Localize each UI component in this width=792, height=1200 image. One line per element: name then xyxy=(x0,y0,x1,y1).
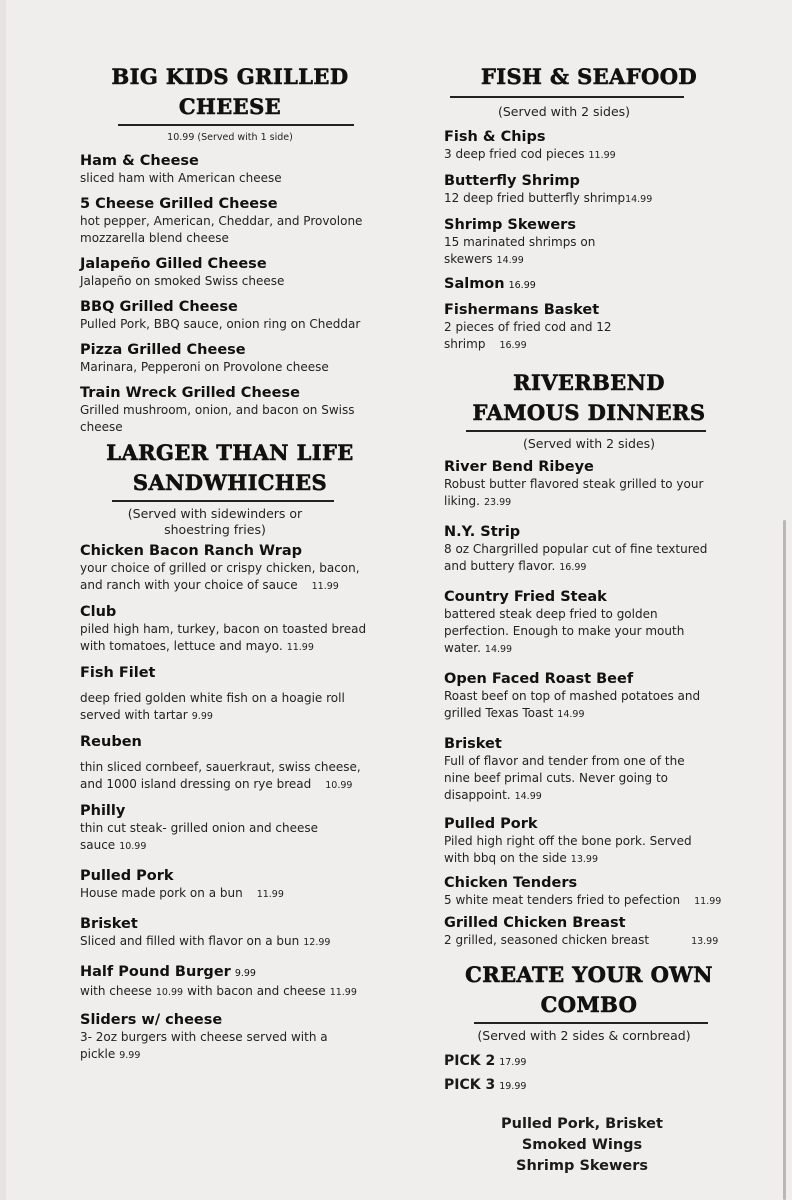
section-title-line: FAMOUS DINNERS xyxy=(472,400,706,425)
sandwiches-section xyxy=(80,438,380,1064)
menu-item xyxy=(80,963,380,1001)
section-title xyxy=(444,960,734,1020)
item-price: 11.99 xyxy=(694,896,722,907)
menu-item xyxy=(444,735,760,805)
dinners-section xyxy=(444,368,760,950)
section-note: (Served with 2 sides) xyxy=(522,436,656,451)
section-title-line: RIVERBEND xyxy=(513,370,665,395)
item-description: 2 pieces of fried cod and 12 shrimp 16.99 xyxy=(444,320,612,351)
item-name: River Bend Ribeye xyxy=(444,459,594,475)
menu-item xyxy=(444,275,760,295)
grilled-cheese-section xyxy=(80,62,380,436)
item-price: 9.99 xyxy=(191,711,213,722)
menu-item xyxy=(444,670,760,723)
combo-pick: PICK 3 19.99 xyxy=(444,1077,527,1093)
item-name: Butterfly Shrimp xyxy=(444,173,580,189)
item-name: Salmon 16.99 xyxy=(444,276,536,292)
section-title xyxy=(80,438,380,498)
item-name: Train Wreck Grilled Cheese xyxy=(80,385,300,401)
seafood-section xyxy=(444,62,760,354)
item-description: with cheese 10.99 with bacon and cheese 11.99 xyxy=(80,984,357,998)
menu-item xyxy=(80,195,380,247)
menu-item xyxy=(80,542,380,595)
menu-item xyxy=(80,341,380,376)
item-price: 11.99 xyxy=(311,581,339,592)
item-description: Robust butter flavored steak grilled to your liking. 23.99 xyxy=(444,477,704,508)
item-name: Fish Filet xyxy=(80,665,156,681)
menu-item xyxy=(444,172,760,208)
menu-item xyxy=(444,523,760,576)
item-name: Chicken Tenders xyxy=(444,875,578,891)
item-description: thin cut steak- grilled onion and cheese sauce 10.99 xyxy=(80,821,318,852)
right-column xyxy=(444,62,760,1177)
left-column xyxy=(80,62,380,1064)
scrollbar[interactable] xyxy=(783,520,786,1200)
item-price: 14.99 xyxy=(625,194,653,205)
item-name: Ham & Cheese xyxy=(80,153,199,169)
item-description: Marinara, Pepperoni on Provolone cheese xyxy=(80,360,329,374)
item-description: 3- 2oz burgers with cheese served with a pickle 9.99 xyxy=(80,1030,328,1061)
title-underline xyxy=(112,500,334,502)
combo-pick: PICK 2 17.99 xyxy=(444,1053,527,1069)
item-price: 9.99 xyxy=(234,968,256,979)
menu-item xyxy=(80,915,380,951)
item-name: Pulled Pork xyxy=(444,816,538,832)
section-title xyxy=(80,62,380,122)
item-name: Fishermans Basket xyxy=(444,302,600,318)
item-price: 10.99 xyxy=(119,841,147,852)
combo-options xyxy=(444,1114,720,1177)
item-name: 5 Cheese Grilled Cheese xyxy=(80,196,278,212)
pick-price: 19.99 xyxy=(499,1081,527,1092)
item-description: 3 deep fried cod pieces 11.99 xyxy=(444,147,616,161)
item-name: Sliders w/ cheese xyxy=(80,1012,223,1028)
item-name: N.Y. Strip xyxy=(444,524,521,540)
item-name: Philly xyxy=(80,803,126,819)
menu-item xyxy=(80,603,380,656)
title-underline xyxy=(118,124,354,126)
menu-item xyxy=(444,588,760,658)
combo-picks xyxy=(444,1050,760,1098)
item-price: 23.99 xyxy=(484,497,512,508)
item-name: Reuben xyxy=(80,734,142,750)
item-description: 15 marinated shrimps on skewers 14.99 xyxy=(444,235,596,266)
menu-item xyxy=(444,458,760,511)
item-name: Open Faced Roast Beef xyxy=(444,671,634,687)
section-title-line: BIG KIDS GRILLED xyxy=(111,64,349,89)
item-description: Grilled mushroom, onion, and bacon on Swiss cheese xyxy=(80,403,355,434)
item-name: Fish & Chips xyxy=(444,129,546,145)
section-title-line: CREATE YOUR OWN xyxy=(465,962,713,987)
title-underline xyxy=(466,430,706,432)
menu-item xyxy=(80,802,380,855)
section-title-line: SANDWHICHES xyxy=(132,470,328,495)
title-underline xyxy=(474,1022,708,1024)
section-note: (Served with 2 sides) xyxy=(497,104,631,119)
item-price: 14.99 xyxy=(514,791,542,802)
combo-option: Pulled Pork, Brisket xyxy=(501,1116,663,1132)
item-price: 10.99 xyxy=(325,780,353,791)
item-name: Grilled Chicken Breast xyxy=(444,915,626,931)
item-name: Shrimp Skewers xyxy=(444,217,576,233)
item-name: Country Fried Steak xyxy=(444,589,607,605)
section-note: 10.99 (Served with 1 side) xyxy=(167,132,293,143)
item-price: 11.99 xyxy=(256,889,284,900)
combo-section xyxy=(444,960,760,1177)
item-name: Jalapeño Gilled Cheese xyxy=(80,256,267,272)
combo-option: Smoked Wings xyxy=(521,1137,643,1153)
section-title xyxy=(444,368,734,428)
menu-item xyxy=(80,664,380,725)
item-description: Full of flavor and tender from one of the nine beef primal cuts. Never going to disappoint. 14.99 xyxy=(444,754,685,802)
menu-item xyxy=(444,216,760,269)
item-name: Club xyxy=(80,604,117,620)
menu-item xyxy=(80,384,380,436)
item-price: 13.99 xyxy=(691,936,719,947)
item-price: 11.99 xyxy=(329,987,357,998)
item-description: Piled high right off the bone pork. Served with bbq on the side 13.99 xyxy=(444,834,692,865)
menu-item xyxy=(444,914,760,950)
item-description: 12 deep fried butterfly shrimp14.99 xyxy=(444,191,653,205)
section-note: (Served with sidewinders or shoestring fries) xyxy=(127,506,303,537)
combo-option: Shrimp Skewers xyxy=(516,1158,648,1174)
item-name: BBQ Grilled Cheese xyxy=(80,299,238,315)
item-description: hot pepper, American, Cheddar, and Provolone mozzarella blend cheese xyxy=(80,214,363,245)
title-underline xyxy=(450,96,684,98)
item-price: 16.99 xyxy=(508,280,536,291)
menu-item xyxy=(444,128,760,164)
menu-item xyxy=(80,298,380,333)
item-price: 11.99 xyxy=(588,150,616,161)
page-edge xyxy=(0,0,6,1200)
pick-price: 17.99 xyxy=(499,1057,527,1068)
item-description: battered steak deep fried to golden perfection. Enough to make your mouth water. 14.99 xyxy=(444,607,685,655)
menu-item xyxy=(444,301,760,354)
menu-item xyxy=(444,815,760,868)
section-title-line: CHEESE xyxy=(178,94,282,119)
item-price: 10.99 xyxy=(155,987,184,998)
menu-item xyxy=(80,1011,380,1064)
item-price: 14.99 xyxy=(484,644,513,655)
item-description: sliced ham with American cheese xyxy=(80,171,282,185)
item-description: House made pork on a bun 11.99 xyxy=(80,886,284,900)
menu-item xyxy=(80,152,380,187)
menu-item xyxy=(80,255,380,290)
item-price: 9.99 xyxy=(119,1050,141,1061)
item-name: Chicken Bacon Ranch Wrap xyxy=(80,543,303,559)
item-description: thin sliced cornbeef, sauerkraut, swiss cheese, and 1000 island dressing on rye bread 10.99 xyxy=(80,760,361,791)
menu-item xyxy=(444,874,760,910)
item-description: 8 oz Chargrilled popular cut of fine textured and buttery flavor. 16.99 xyxy=(444,542,708,573)
item-price: 12.99 xyxy=(303,937,331,948)
item-description: your choice of grilled or crispy chicken, bacon, and ranch with your choice of sauce 11.99 xyxy=(80,561,360,592)
item-name: Half Pound Burger 9.99 xyxy=(80,964,256,980)
item-description: Sliced and filled with flavor on a bun 12.99 xyxy=(80,934,331,948)
item-price: 14.99 xyxy=(496,255,524,266)
item-description: 5 white meat tenders fried to pefection 11.99 xyxy=(444,893,722,907)
menu-item xyxy=(80,867,380,903)
menu-item xyxy=(80,733,380,794)
item-price: 16.99 xyxy=(499,340,527,351)
item-name: Brisket xyxy=(80,916,138,932)
item-price: 16.99 xyxy=(559,562,587,573)
item-description: 2 grilled, seasoned chicken breast 13.99 xyxy=(444,933,719,947)
item-name: Pizza Grilled Cheese xyxy=(80,342,246,358)
item-description: deep fried golden white fish on a hoagie roll served with tartar 9.99 xyxy=(80,691,345,722)
section-title-line: LARGER THAN LIFE xyxy=(106,440,354,465)
item-description: Jalapeño on smoked Swiss cheese xyxy=(80,274,285,288)
item-name: Pulled Pork xyxy=(80,868,174,884)
item-price: 11.99 xyxy=(286,642,314,653)
item-price: 13.99 xyxy=(570,854,598,865)
item-price: 14.99 xyxy=(557,709,585,720)
item-name: Brisket xyxy=(444,736,502,752)
item-description: piled high ham, turkey, bacon on toasted bread with tomatoes, lettuce and mayo. 11.99 xyxy=(80,622,367,653)
item-description: Roast beef on top of mashed potatoes and grilled Texas Toast 14.99 xyxy=(444,689,701,720)
item-description: Pulled Pork, BBQ sauce, onion ring on Cheddar xyxy=(80,317,361,331)
section-title: FISH & SEAFOOD xyxy=(480,64,698,89)
section-title-line: COMBO xyxy=(540,992,638,1017)
section-note: (Served with 2 sides & cornbread) xyxy=(477,1028,691,1043)
